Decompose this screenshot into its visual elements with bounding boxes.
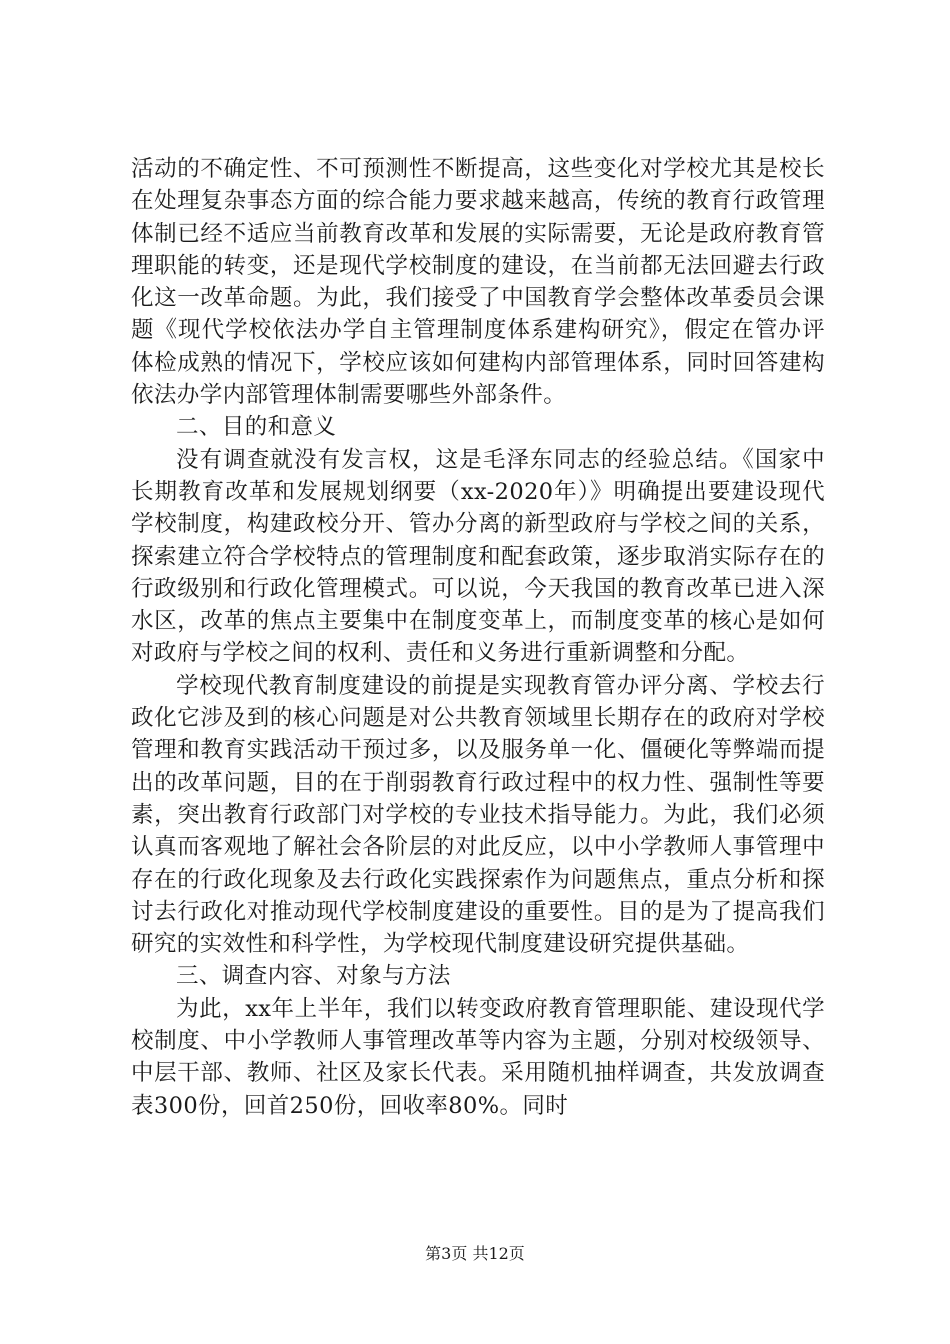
- paragraph-1: 活动的不确定性、不可预测性不断提高，这些变化对学校尤其是校长在处理复杂事态方面的综合能力要求越来越高，传统的教育行政管理体制已经不适应当前教育改革和发展的实际需要，无论是政府教育管理职能的转变，还是现代学校制度的建设，在当前都无法回避去行政化这一改革命题。为此，我们接受了中国教育学会整体改革委员会课题《现代学校依法办学自主管理制度体系建构研究》，假定在管办评体检成熟的情况下，学校应该如何建构内部管理体系，同时回答建构依法办学内部管理体制需要哪些外部条件。: [131, 156, 825, 409]
- section-heading-survey: 三、调查内容、对象与方法: [176, 963, 451, 990]
- paragraph-4: 为此，xx年上半年，我们以转变政府教育管理职能、建设现代学校制度、中小学教师人事管理改革等内容为主题，分别对校级领导、中层干部、教师、社区及家长代表。采用随机抽样调查，共发放调查表300份，回首250份，回收率80%。同时: [131, 995, 825, 1119]
- paragraph-3: 学校现代教育制度建设的前提是实现教育管办评分离、学校去行政化它涉及到的核心问题是对公共教育领域里长期存在的政府对学校管理和教育实践活动干预过多，以及服务单一化、僵硬化等弊端而提出的改革问题，目的在于削弱教育行政过程中的权力性、强制性等要素，突出教育行政部门对学校的专业技术指导能力。为此，我们必须认真而客观地了解社会各阶层的对此反应，以中小学教师人事管理中存在的行政化现象及去行政化实践探索作为问题焦点，重点分析和探讨去行政化对推动现代学校制度建设的重要性。目的是为了提高我们研究的实效性和科学性，为学校现代制度建设研究提供基础。: [131, 672, 825, 958]
- section-heading-purpose: 二、目的和意义: [176, 414, 337, 441]
- page-footer: 第3页 共12页: [425, 1244, 525, 1263]
- document-body: [131, 153, 825, 1122]
- paragraph-2: 没有调查就没有发言权，这是毛泽东同志的经验总结。《国家中长期教育改革和发展规划纲要（xx-2020年）》明确提出要建设现代学校制度，构建政校分开、管办分离的新型政府与学校之间的关系，探索建立符合学校特点的管理制度和配套政策，逐步取消实际存在的行政级别和行政化管理模式。可以说，今天我国的教育改革已进入深水区，改革的焦点主要集中在制度变革上，而制度变革的核心是如何对政府与学校之间的权利、责任和义务进行重新调整和分配。: [131, 446, 825, 667]
